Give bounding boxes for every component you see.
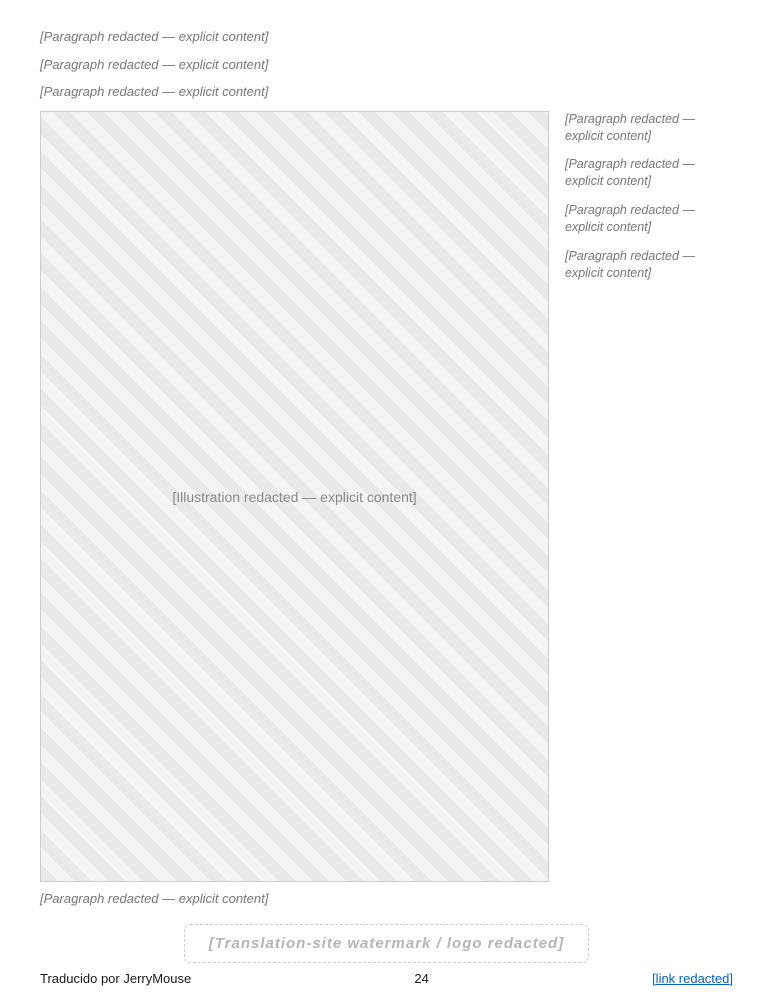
external-link[interactable]: [link redacted] xyxy=(652,971,733,986)
page-number: 24 xyxy=(414,971,429,986)
paragraph-bottom: [Paragraph redacted — explicit content] xyxy=(40,891,269,907)
paragraph-top-1: [Paragraph redacted — explicit content] xyxy=(40,29,269,44)
paragraph-top-2: [Paragraph redacted — explicit content] xyxy=(40,56,269,72)
translator-credit: Traducido por JerryMouse xyxy=(40,971,192,986)
main-content-row xyxy=(40,111,733,883)
paragraph-top-3: [Paragraph redacted — explicit content] xyxy=(40,84,269,100)
page-footer xyxy=(40,967,733,986)
paragraph-side-1: [Paragraph redacted — explicit content] xyxy=(565,111,695,143)
side-text-column xyxy=(565,111,733,883)
illustration-placeholder: [Illustration redacted — explicit content] xyxy=(40,111,549,883)
paragraph-side-3: [Paragraph redacted — explicit content] xyxy=(565,203,695,235)
paragraph-side-2: [Paragraph redacted — explicit content] xyxy=(565,157,695,189)
paragraph-side-4: [Paragraph redacted — explicit content] xyxy=(565,248,695,280)
watermark-logo: [Translation-site watermark / logo redacted] xyxy=(184,924,589,963)
watermark-area xyxy=(40,924,733,963)
